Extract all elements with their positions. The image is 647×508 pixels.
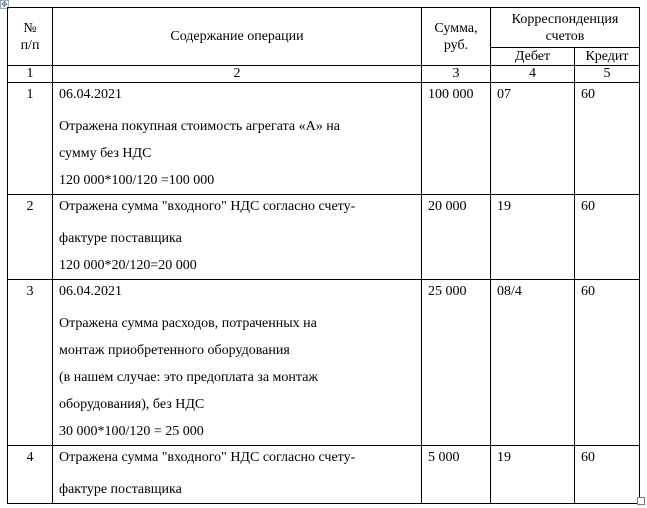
content-line: фактуре поставщика — [59, 482, 182, 497]
content-line: 30 000*100/120 = 25 000 — [59, 424, 204, 439]
credit-cell: 60 — [575, 280, 640, 446]
debit-cell: 19 — [491, 195, 575, 280]
row-number: 4 — [8, 446, 53, 504]
header-sum: Сумма, руб. — [422, 8, 491, 66]
credit-cell: 60 — [575, 446, 640, 504]
table-row — [8, 195, 640, 280]
column-number: 5 — [575, 66, 640, 83]
content-line: Отражена сумма расходов, потраченных на — [59, 316, 317, 331]
column-number: 3 — [422, 66, 491, 83]
debit-cell: 08/4 — [491, 280, 575, 446]
table-row — [8, 83, 640, 195]
operation-content — [53, 195, 422, 280]
operation-content — [53, 446, 422, 504]
operation-content — [53, 83, 422, 195]
row-number: 1 — [8, 83, 53, 195]
content-line: 06.04.2021 — [59, 284, 122, 299]
header-credit: Кредит — [575, 48, 640, 66]
content-line: 120 000*100/120 =100 000 — [59, 173, 215, 188]
content-line: 120 000*20/120=20 000 — [59, 258, 197, 273]
column-number-row — [8, 66, 640, 83]
header-correspondence: Корреспонденция счетов — [491, 8, 640, 48]
content-line: оборудования), без НДС — [59, 397, 205, 412]
content-line: Отражена покупная стоимость агрегата «А» на — [59, 119, 340, 134]
header-no: № п/п — [8, 8, 53, 66]
content-line: монтаж приобретенного оборудования — [59, 343, 290, 358]
content-line: 06.04.2021 — [59, 87, 122, 102]
column-number: 1 — [8, 66, 53, 83]
credit-cell: 60 — [575, 83, 640, 195]
accounting-entries-table — [7, 7, 640, 504]
header-content: Содержание операции — [53, 8, 422, 66]
row-number: 3 — [8, 280, 53, 446]
move-cross-icon[interactable]: ✥ — [1, 0, 8, 9]
amount-cell: 20 000 — [422, 195, 491, 280]
debit-cell: 19 — [491, 446, 575, 504]
column-number: 2 — [53, 66, 422, 83]
credit-cell: 60 — [575, 195, 640, 280]
amount-cell: 5 000 — [422, 446, 491, 504]
operation-content — [53, 280, 422, 446]
table-row — [8, 280, 640, 446]
column-number: 4 — [491, 66, 575, 83]
header-row-top — [8, 8, 640, 48]
content-line: Отражена сумма "входного" НДС согласно счету- — [59, 199, 356, 214]
debit-cell: 07 — [491, 83, 575, 195]
content-line: фактуре поставщика — [59, 231, 182, 246]
row-number: 2 — [8, 195, 53, 280]
table-row — [8, 446, 640, 504]
table-resize-handle[interactable] — [637, 497, 645, 505]
header-debit: Дебет — [491, 48, 575, 66]
amount-cell: 25 000 — [422, 280, 491, 446]
amount-cell: 100 000 — [422, 83, 491, 195]
content-line: Отражена сумма "входного" НДС согласно счету- — [59, 450, 356, 465]
content-line: сумму без НДС — [59, 146, 152, 161]
content-line: (в нашем случае: это предоплата за монтаж — [59, 370, 319, 385]
